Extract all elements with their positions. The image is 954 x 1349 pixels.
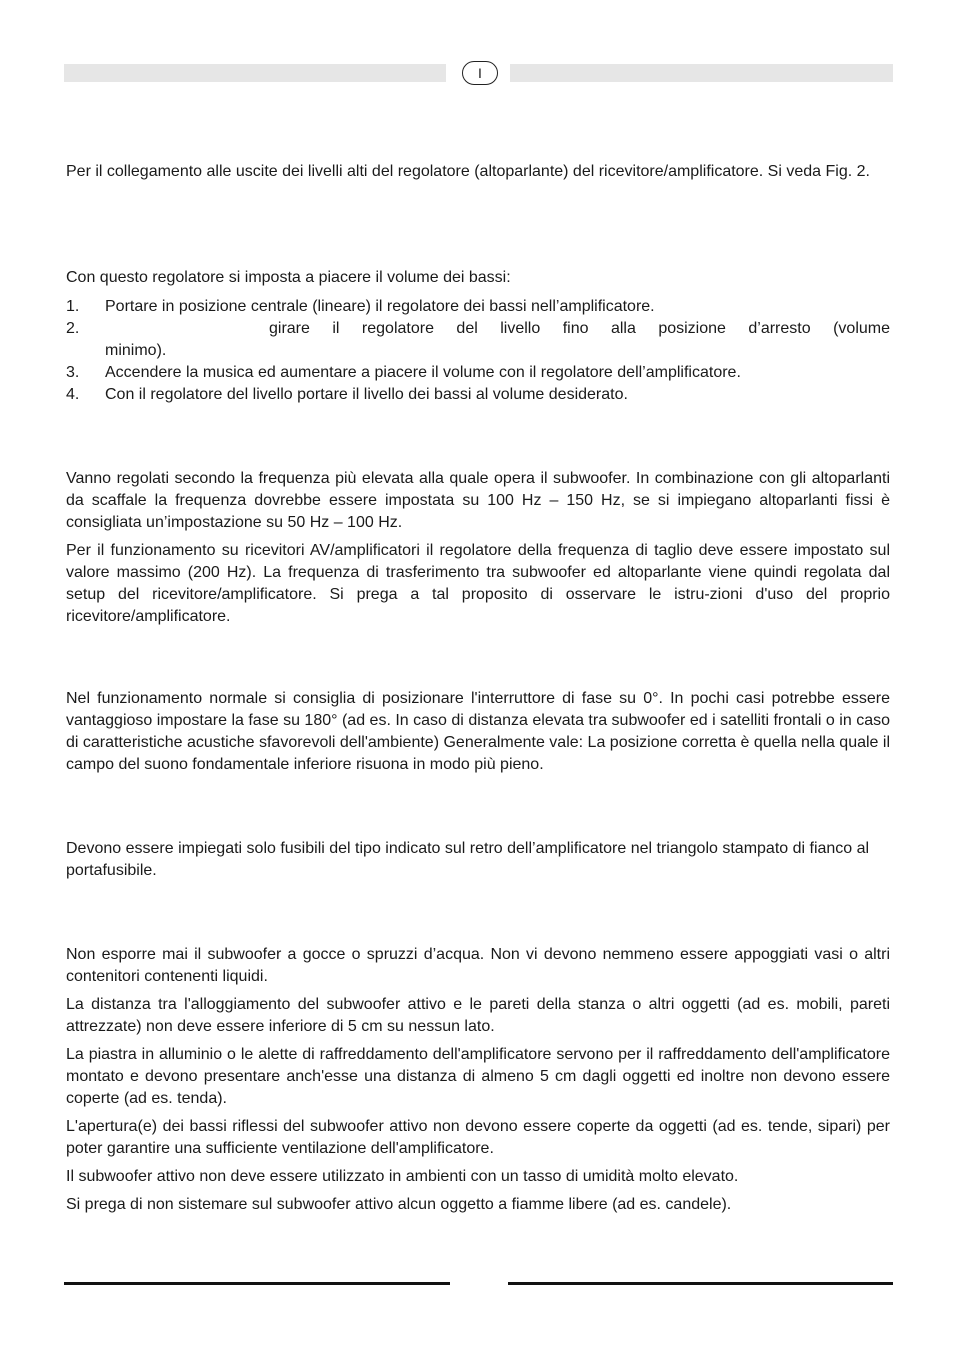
level-intro: Con questo regolatore si imposta a piacere il volume dei bassi: — [66, 269, 511, 286]
language-badge: I — [462, 61, 498, 85]
footer-rule-right — [508, 1282, 893, 1285]
step-text: Portare in posizione centrale (lineare) il regolatore dei bassi nell’amplificatore. — [105, 298, 655, 315]
level-steps — [66, 296, 890, 406]
frequency-section — [66, 468, 890, 634]
footer-rule-left — [64, 1282, 450, 1285]
connection-section — [66, 161, 890, 189]
step-text: girare il regolatore del livello fino alla posizione d’arresto (volume — [269, 320, 890, 337]
step-number: 2. — [66, 320, 80, 337]
step-text: Con il regolatore del livello portare il livello dei bassi al volume desiderato. — [105, 386, 628, 403]
list-item — [66, 362, 890, 384]
safety-paragraph: Il subwoofer attivo non deve essere utilizzato in ambienti con un tasso di umidità molto elevato. — [66, 1168, 739, 1185]
step-text: Accendere la musica ed aumentare a piacere il volume con il regolatore dell’amplificatore. — [105, 364, 741, 381]
safety-paragraph: La distanza tra l'alloggiamento del subwoofer attivo e le pareti della stanza o altri oggetti (ad es. mobili, pareti attrezzate) non deve essere inferiore di 5 cm su nessun lato. — [66, 996, 890, 1035]
level-section — [66, 267, 890, 406]
safety-paragraph: L'apertura(e) dei bassi riflessi del subwoofer attivo non devono essere coperte da oggetti (ad es. tende, sipari) per poter garantire una sufficiente ventilazione dell'amplificatore. — [66, 1118, 890, 1157]
phase-section — [66, 688, 890, 782]
connection-paragraph: Per il collegamento alle uscite dei livelli alti del regolatore (altoparlante) del ricevitore/amplificatore. Si veda Fig. 2. — [66, 163, 870, 180]
step-number: 4. — [66, 386, 80, 403]
list-item — [66, 318, 890, 362]
step-number: 1. — [66, 298, 80, 315]
header-bar-right — [510, 64, 893, 82]
frequency-paragraph-2: Per il funzionamento su ricevitori AV/amplificatori il regolatore della frequenza di taglio deve essere impostato sul valore massimo (200 Hz). La frequenza di trasferimento tra subwoofer ed altoparlante viene quindi regolata dal setup del ricevitore/amplificatore. Si prega a tal proposito di osservare le istru-zioni d'uso del proprio ricevitore/amplificatore. — [66, 542, 890, 625]
header-bar-left — [64, 64, 446, 82]
step-number: 3. — [66, 364, 80, 381]
step-text-continuation: minimo). — [105, 342, 167, 359]
safety-paragraph: Non esporre mai il subwoofer a gocce o spruzzi d’acqua. Non vi devono nemmeno essere appoggiati vasi o altri contenitori contenenti liquidi. — [66, 946, 890, 985]
list-item — [66, 384, 890, 406]
safety-section — [66, 944, 890, 1222]
phase-paragraph: Nel funzionamento normale si consiglia di posizionare l'interruttore di fase su 0°. In pochi casi potrebbe essere vantaggioso impostare la fase su 180° (ad es. In caso di distanza elevata tra subwoofer ed i satelliti frontali o in caso di caratteristiche acustiche sfavorevoli dell'ambiente) Generalmente vale: La posizione corretta è quella nella quale il campo del suono fondamentale inferiore risuona in modo più pieno. — [66, 690, 890, 773]
fuses-section — [66, 838, 890, 888]
fuses-paragraph: Devono essere impiegati solo fusibili del tipo indicato sul retro dell’amplificatore nel triangolo stampato di fianco al portafusibile. — [66, 840, 870, 879]
list-item — [66, 296, 890, 318]
safety-paragraph: La piastra in alluminio o le alette di raffreddamento dell'amplificatore servono per il raffreddamento dell'amplificatore montato e devono presentare anch'esse una distanza di almeno 5 cm dagli oggetti ed inoltre non devono essere coperte (ad es. tenda). — [66, 1046, 890, 1107]
frequency-paragraph-1: Vanno regolati secondo la frequenza più elevata alla quale opera il subwoofer. In combinazione con gli altoparlanti da scaffale la frequenza dovrebbe essere impostata su 100 Hz – 150 Hz, se si impiegano altoparlanti fissi è consigliata un’impostazione su 50 Hz – 100 Hz. — [66, 470, 890, 531]
safety-paragraph: Si prega di non sistemare sul subwoofer attivo alcun oggetto a fiamme libere (ad es. candele). — [66, 1196, 732, 1213]
